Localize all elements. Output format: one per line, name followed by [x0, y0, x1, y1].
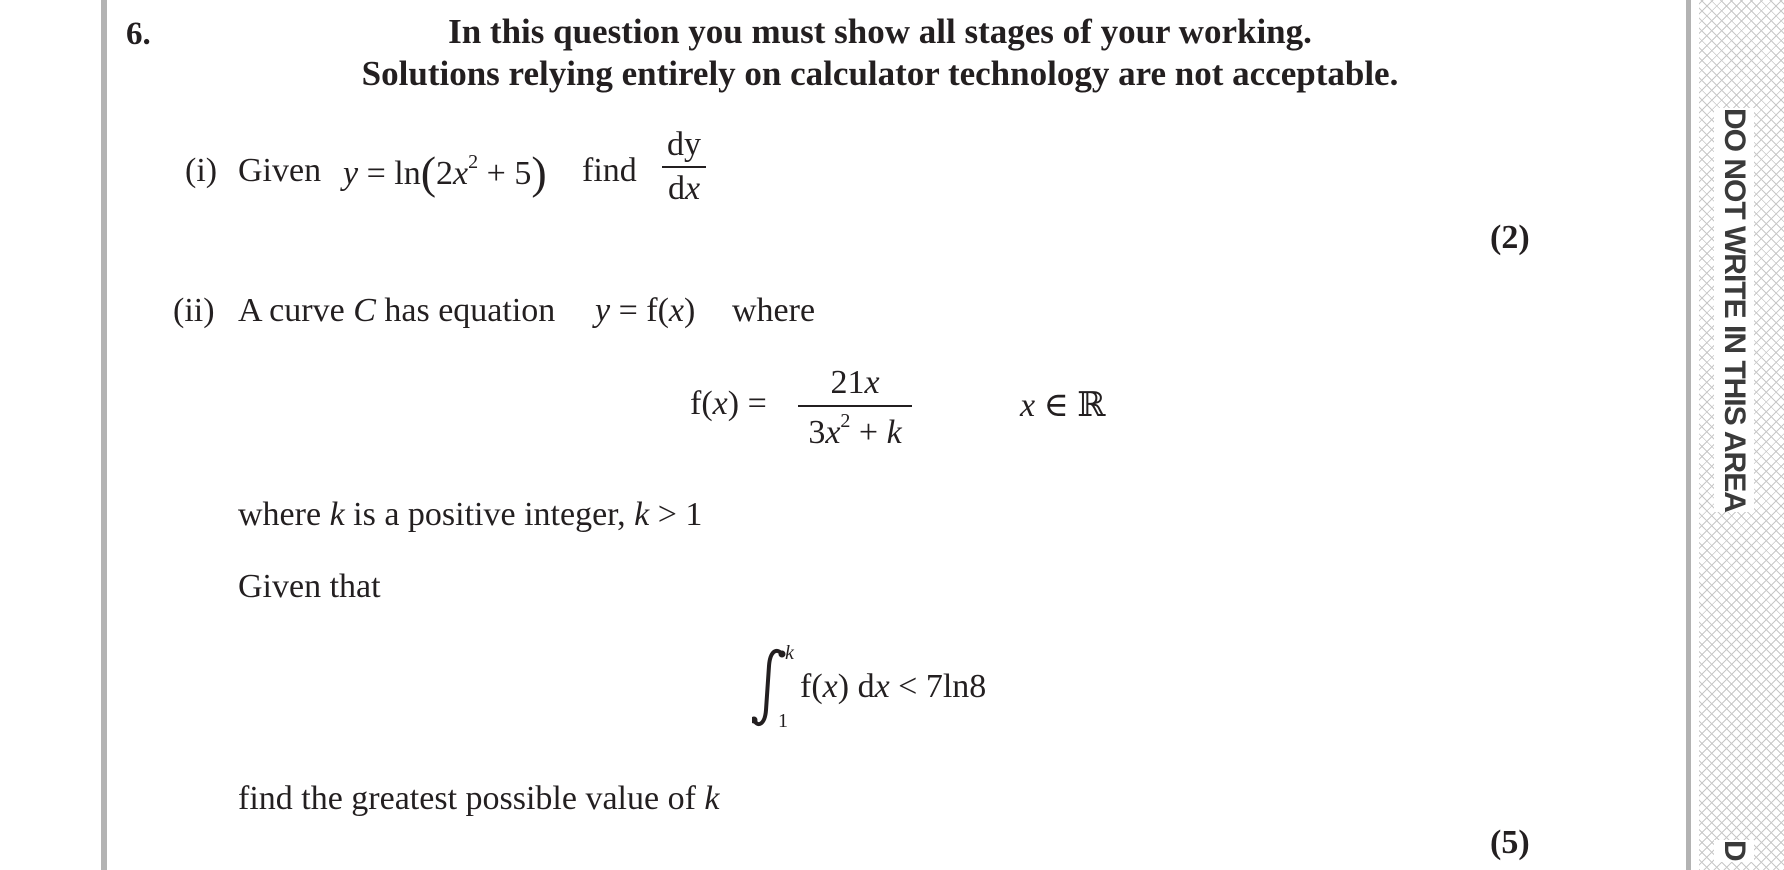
f-fraction: 21x $3x^2 + k$ [798, 364, 912, 452]
part-ii-marks: (5) [1490, 824, 1530, 861]
part-i-equation: $y = \ln(2x^2 + 5)$ [343, 147, 547, 198]
instruction-line-2: Solutions relying entirely on calculator technology are not acceptable. [361, 54, 1399, 93]
integral-inequality: f(x) dx < 7ln8 [800, 668, 987, 705]
part-i-label: (i) [185, 152, 218, 189]
margin-warning-partial: D [1714, 840, 1754, 862]
part-i-marks: (2) [1490, 219, 1530, 256]
part-ii-curve-eq: y = f(x) [595, 292, 696, 329]
k-condition: where k is a positive integer, k > 1 [238, 496, 703, 533]
margin-warning: DO NOT WRITE IN THIS AREA [1714, 108, 1754, 512]
part-i-given: Given [238, 152, 322, 189]
part-ii-where: where [732, 292, 816, 329]
integral-lower-limit: 1 [778, 710, 788, 732]
given-that: Given that [238, 568, 381, 605]
integral-upper-limit: k [785, 642, 794, 664]
instruction-line-1: In this question you must show all stages of your working. [448, 12, 1312, 51]
derivative-fraction: dy dx [662, 126, 706, 208]
part-ii-label: (ii) [173, 292, 215, 329]
final-instruction: find the greatest possible value of k [238, 780, 720, 817]
right-margin-bar [1686, 0, 1691, 870]
part-i-find: find [582, 152, 637, 189]
f-domain: x ∈ ℝ [1020, 387, 1106, 424]
left-margin-bar [101, 0, 107, 870]
f-lhs: f(x) = [690, 385, 767, 422]
part-ii-intro: A curve C has equation [238, 292, 556, 329]
question-number: 6. [126, 16, 151, 52]
